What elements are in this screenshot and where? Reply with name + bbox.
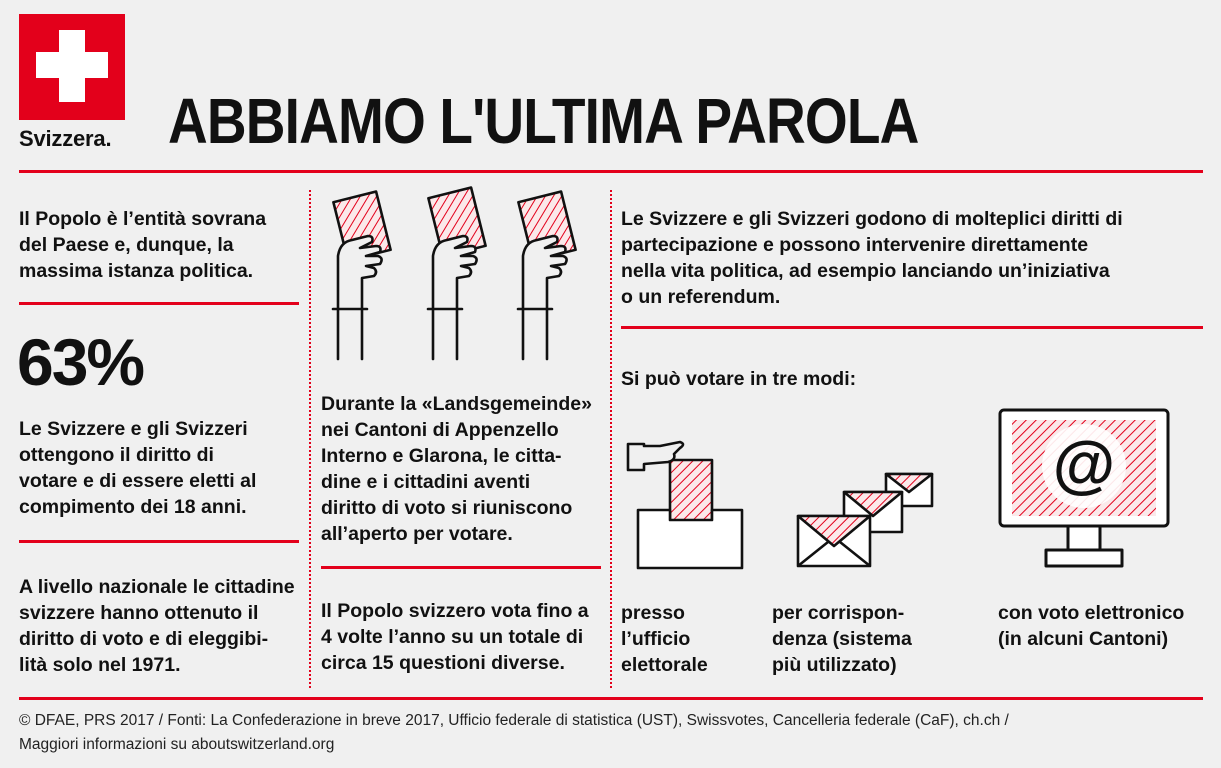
header-divider <box>19 170 1203 173</box>
column-separator-1 <box>309 190 311 688</box>
page-title: ABBIAMO L'ULTIMA PAROLA <box>168 85 919 157</box>
voting-methods-heading: Si può votare in tre modi: <box>621 368 857 390</box>
sovereignty-text: Il Popolo è l’entità sovrana del Paese e, dunque, la massima istanza politica. <box>19 208 267 282</box>
svg-text:@: @ <box>1052 428 1116 500</box>
footer-divider <box>19 697 1203 700</box>
voting-method-polling-station: presso l’ufficio elettorale <box>621 602 708 676</box>
computer-at-icon <box>998 408 1170 570</box>
brand-name: Svizzera. <box>19 126 112 151</box>
landsgemeinde-text: Durante la «Landsgemeinde» nei Cantoni di Appenzello Interno e Glarona, le citta- dine e i cittadini aventi diritto di voto si riuniscono all’aperto per votare. <box>321 393 592 545</box>
swiss-cross-icon <box>19 14 125 120</box>
participation-rights-text: Le Svizzere e gli Svizzeri godono di molteplici diritti di partecipazione e possono intervenire direttamente nella vita politica, ad esempio lanciando un’iniziativa o un referendum. <box>621 208 1123 308</box>
raised-hands-ballots-icon <box>330 184 590 359</box>
footer-sources: © DFAE, PRS 2017 / Fonti: La Confederazione in breve 2017, Ufficio federale di statistica (UST), Swissvotes, Cancelleria federale (CaF), ch.ch / <box>19 712 1009 729</box>
voting-method-postal: per corrispon- denza (sistema più utilizzato) <box>772 602 912 676</box>
voting-method-electronic: con voto elettronico (in alcuni Cantoni) <box>998 602 1185 650</box>
left-divider-2 <box>19 540 299 543</box>
column-separator-2 <box>610 190 612 688</box>
stat-description: Le Svizzere e gli Svizzeri ottengono il diritto di votare e di essere eletti al compimento dei 18 anni. <box>19 418 257 518</box>
women-suffrage-text: A livello nazionale le cittadine svizzere hanno ottenuto il diritto di voto e di eleggibi- lità solo nel 1971. <box>19 576 295 676</box>
middle-divider <box>321 566 601 569</box>
envelopes-icon <box>794 472 936 570</box>
stat-value: 63% <box>17 325 144 399</box>
vote-frequency-text: Il Popolo svizzero vota fino a 4 volte l’anno su un totale di circa 15 questioni diverse. <box>321 600 589 674</box>
left-divider-1 <box>19 302 299 305</box>
right-divider <box>621 326 1203 329</box>
ballot-box-icon <box>624 440 748 570</box>
footer-more-info: Maggiori informazioni su aboutswitzerland.org <box>19 736 335 753</box>
